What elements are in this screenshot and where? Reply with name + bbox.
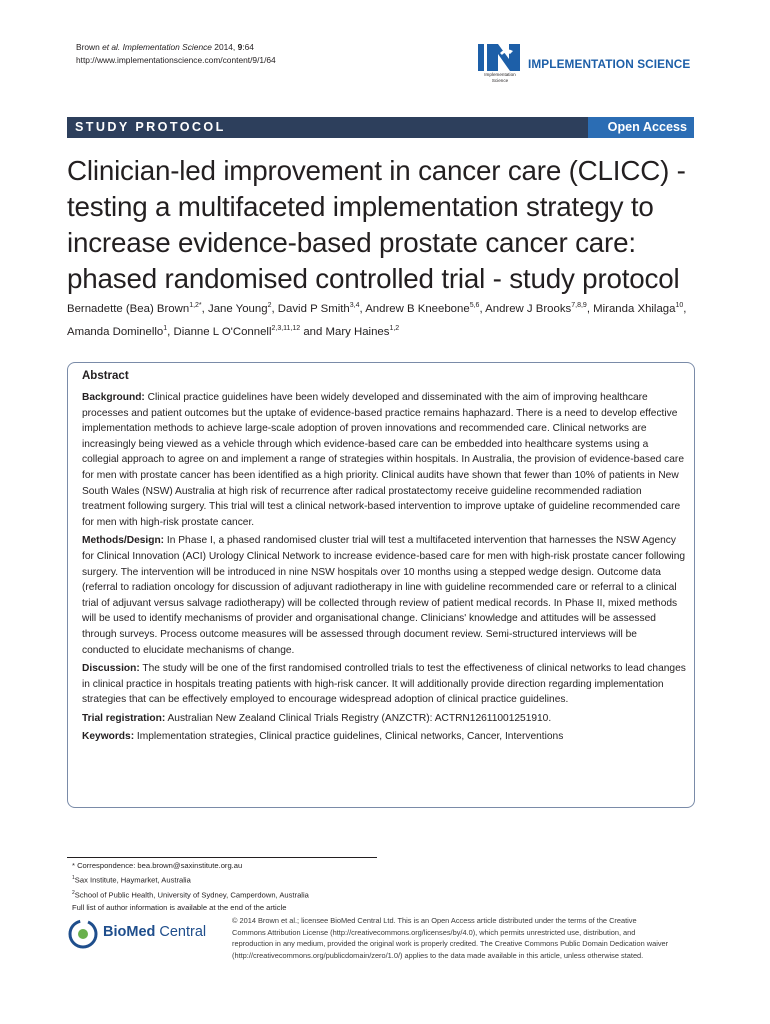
biomed-central-wordmark: BioMed Central bbox=[103, 924, 207, 940]
citation-header bbox=[76, 41, 276, 67]
section-text: Clinical practice guidelines have been widely developed and disseminated with the aim of improving healthcare processes and patient outcomes but the uptake of evidence-based practice remains haphazard. There is a need to develop effective implementation methods to achieve large-scale adoption of proven innovations and recommended care. Clinical networks are increasingly being viewed as a vehicle through which evidence-based care can be embedded into healthcare systems using a collegial approach to agree on and implement a range of strategies within hospitals. In Australia, the provision of evidence-based care for men with prostate cancer has been identified as a high priority. Clinical audits have shown that fewer than 10% of patients in New South Wales (NSW) Australia at high risk of recurrence after radical prostatectomy receive guideline recommended radiation treatment following surgery. This trial will test a clinical network-based intervention to improve uptake of guideline recommended care for men with high-risk prostate cancer. bbox=[82, 392, 684, 528]
affiliation-text: School of Public Health, University of Sydney, Camperdown, Australia bbox=[74, 890, 309, 900]
author-name[interactable]: , Andrew B Kneebone bbox=[359, 302, 470, 315]
author-name[interactable]: , Amanda Dominello bbox=[67, 302, 687, 338]
open-access-label: Open Access bbox=[607, 120, 687, 134]
affiliation-marker: 5,6 bbox=[469, 302, 480, 309]
author-name[interactable]: , Jane Young bbox=[201, 302, 268, 315]
affiliation-marker: 1,2* bbox=[189, 302, 202, 309]
section-text: The study will be one of the first randomised controlled trials to test the effectiveness of clinical networks to lead changes in clinical practice in hospitals treating patients with high-risk cancer. It will additionally provide direction regarding implementation strategies that can be effectively employed to encourage widespread adoption of clinical practice guidelines. bbox=[82, 663, 686, 706]
citation-author: Brown bbox=[76, 42, 103, 52]
affiliation-marker: 1,2 bbox=[389, 324, 400, 332]
author-name[interactable]: , David P Smith bbox=[271, 302, 350, 315]
article-type-label: STUDY PROTOCOL bbox=[75, 120, 226, 134]
abstract-discussion bbox=[82, 661, 686, 708]
affiliation-marker: 1 bbox=[72, 875, 75, 882]
affiliation-marker: 1 bbox=[163, 324, 168, 332]
affiliation-marker: 10 bbox=[675, 302, 684, 309]
author-name[interactable]: and Mary Haines bbox=[300, 325, 390, 338]
logo-caption-line2: Science bbox=[491, 78, 509, 83]
citation-line bbox=[76, 41, 276, 54]
open-access-badge[interactable] bbox=[588, 117, 694, 138]
footnote-divider bbox=[67, 857, 377, 858]
journal-logo[interactable] bbox=[476, 43, 706, 89]
citation-article: :64 bbox=[242, 42, 254, 52]
affiliation-2 bbox=[72, 887, 392, 902]
abstract-heading: Abstract bbox=[82, 370, 129, 382]
affiliation-marker: 3,4 bbox=[349, 302, 360, 309]
author-name[interactable]: , Dianne L O'Connell bbox=[167, 325, 272, 338]
affiliation-marker: 7,8,9 bbox=[571, 302, 587, 309]
footnotes bbox=[72, 860, 392, 914]
correspondence-email[interactable]: * Correspondence: bea.brown@saxinstitute.org.au bbox=[72, 861, 243, 870]
journal-name: IMPLEMENTATION SCIENCE bbox=[528, 57, 691, 71]
author-name[interactable]: , Miranda Xhilaga bbox=[586, 302, 676, 315]
abstract-body bbox=[82, 390, 686, 748]
citation-volume: 9 bbox=[237, 42, 243, 52]
logo-caption-line1: Implementation bbox=[484, 72, 516, 77]
section-label: Methods/Design: bbox=[82, 535, 165, 547]
article-url[interactable]: http://www.implementationscience.com/content/9/1/64 bbox=[76, 55, 276, 65]
author-name[interactable]: , Andrew J Brooks bbox=[479, 302, 572, 315]
biomed-central-logo-icon bbox=[68, 919, 98, 949]
section-text: Australian New Zealand Clinical Trials Registry (ANZCTR): ACTRN12611001251910. bbox=[165, 712, 552, 724]
biomed-central-logo[interactable] bbox=[68, 915, 228, 955]
implementation-science-logo-icon bbox=[476, 43, 522, 73]
abstract-keywords bbox=[82, 729, 686, 745]
author-name[interactable]: Bernadette (Bea) Brown bbox=[67, 302, 190, 315]
abstract-background bbox=[82, 390, 686, 530]
section-text: In Phase I, a phased randomised cluster trial will test a multifaceted intervention that harnesses the NSW Agency for Clinical Innovation (ACI) Urology Clinical Network to increase evidence-based care for men with high-risk prostate cancer following surgery. The intervention will be introduced in nine NSW hospitals over 10 months using a stepped wedge design. Outcome data (referral to radiation oncology for discussion of adjuvant radiotherapy in line with guideline recommended care or referral to a clinical trial of adjuvant versus salvage radiotherapy) will be collected through review of patient medical records. In Phase II, mixed methods will be used to identify mechanisms of provider and organisational change. Clinicians' knowledge and attitudes will be assessed through surveys. Process outcome measures will be assessed through document review. Semi-structured interviews will be conducted to elucidate mechanisms of change. bbox=[82, 535, 686, 656]
affiliation-marker: 2 bbox=[267, 302, 272, 309]
affiliation-1 bbox=[72, 872, 392, 887]
section-label: Keywords: bbox=[82, 731, 135, 743]
citation-journal: Implementation Science bbox=[120, 42, 212, 52]
affiliation-text: Sax Institute, Haymarket, Australia bbox=[74, 875, 191, 885]
logo-caption bbox=[476, 72, 524, 84]
author-list bbox=[67, 296, 707, 342]
citation-year: 2014, bbox=[211, 42, 238, 52]
citation-etal: et al. bbox=[102, 42, 121, 52]
section-label: Background: bbox=[82, 392, 145, 403]
section-text: Implementation strategies, Clinical practice guidelines, Clinical networks, Cancer, Interventions bbox=[134, 731, 564, 743]
section-label: Trial registration: bbox=[82, 712, 166, 724]
section-label: Discussion: bbox=[82, 663, 140, 675]
affiliation-marker: 2 bbox=[72, 889, 75, 896]
article-type-banner bbox=[67, 117, 694, 138]
author-info-note: Full list of author information is available at the end of the article bbox=[72, 902, 287, 912]
abstract-methods bbox=[82, 533, 686, 658]
article-title: Clinician-led improvement in cancer care (CLICC) - testing a multifaceted implementation strategy to increase evidence-based prostate cancer care: phased randomised controlled trial - study protocol bbox=[67, 155, 686, 294]
affiliation-marker: 2,3,11,12 bbox=[271, 324, 301, 332]
abstract-registration bbox=[82, 711, 686, 727]
license-statement: © 2014 Brown et al.; licensee BioMed Central Ltd. This is an Open Access article distributed under the terms of the Creative Commons Attribution License (http://creativecommons.org/licenses/by/4.0), which permits unrestricted use, distribution, and reproduction in any medium, provided the original work is properly credited. The Creative Commons Public Domain Dedication waiver (http://creativecommons.org/publicdomain/zero/1.0/) applies to the data made available in this article, unless otherwise stated. bbox=[232, 916, 669, 960]
